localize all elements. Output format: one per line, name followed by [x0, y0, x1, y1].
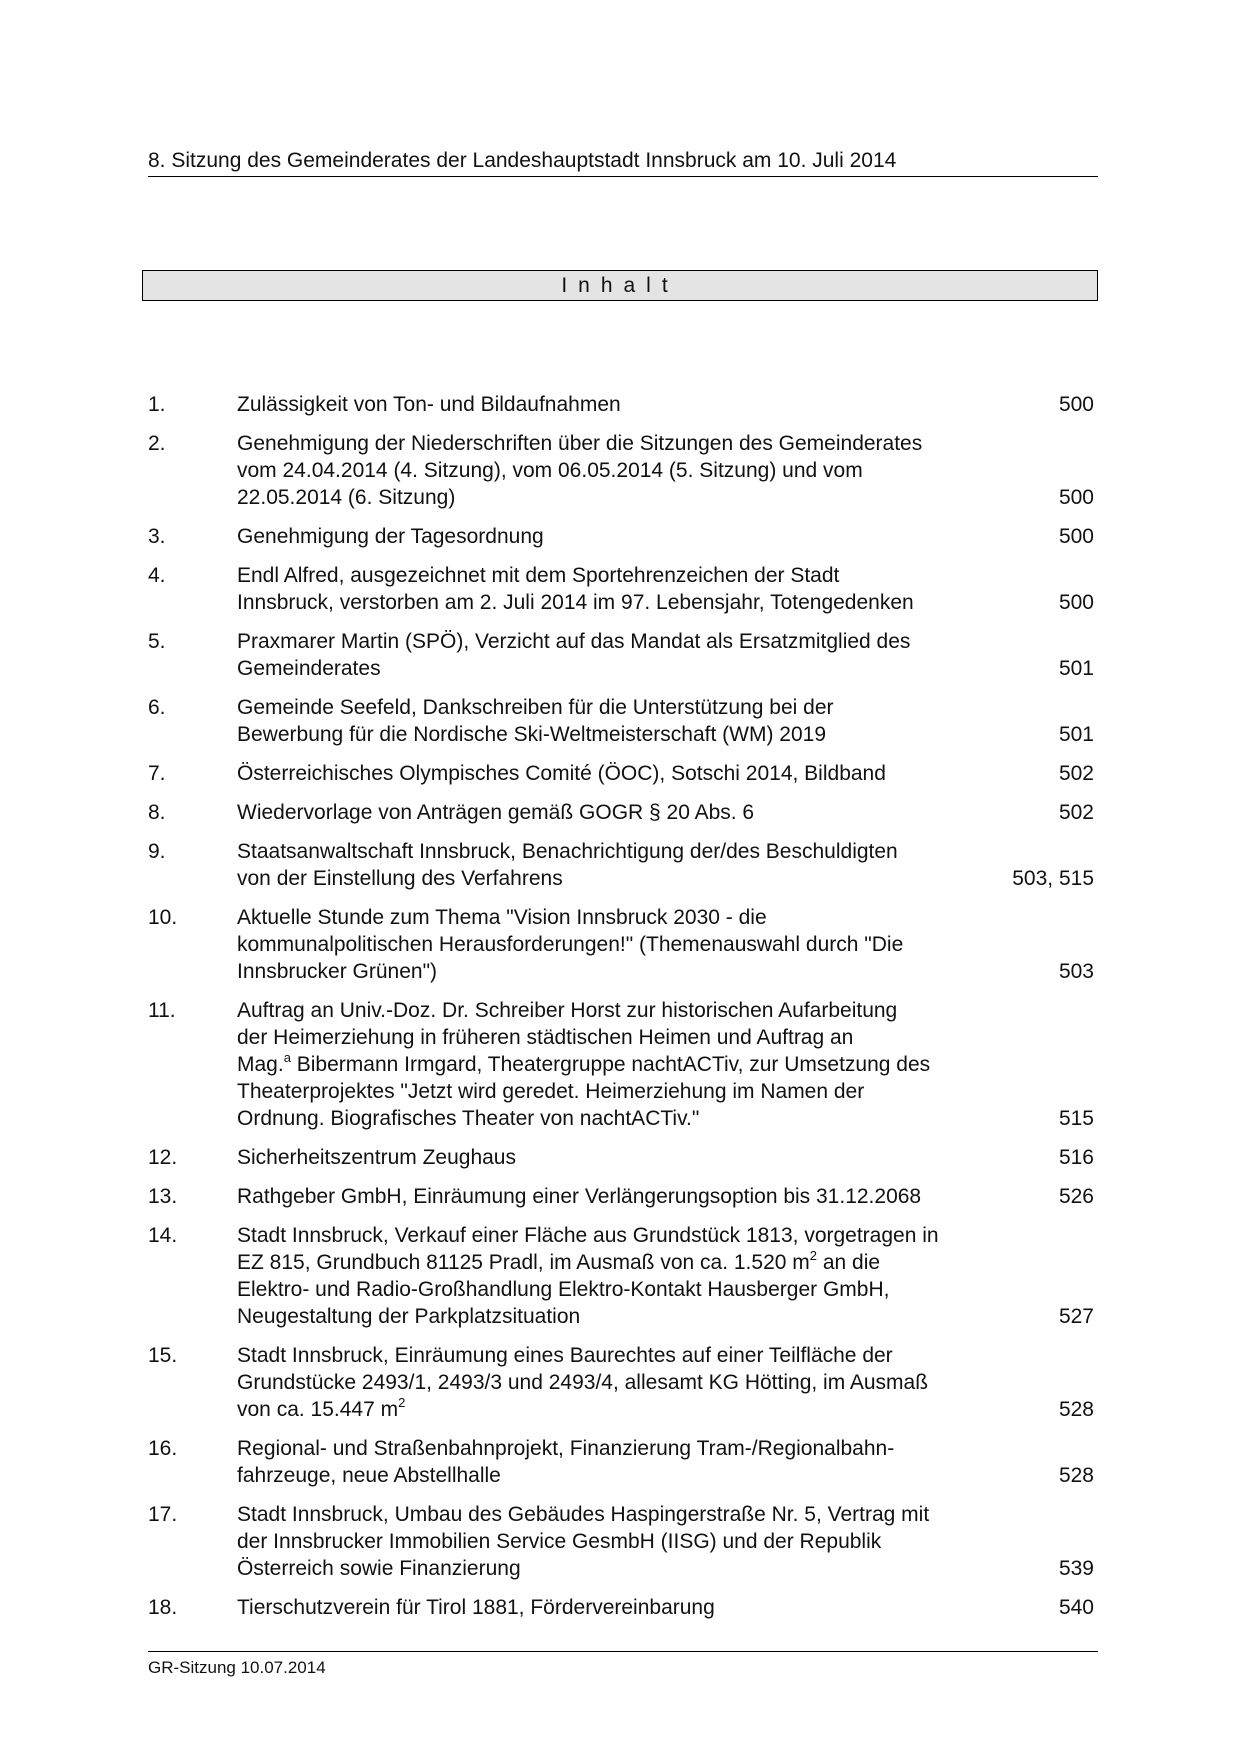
toc-entry-page: 500 — [1058, 591, 1094, 614]
toc-entry-line: Innsbruck, verstorben am 2. Juli 2014 im 97. Lebensjahr, Totengedenken — [237, 591, 914, 614]
toc-title: Inhalt — [142, 270, 1098, 301]
toc-entry-text — [237, 523, 985, 550]
toc-entry-text — [237, 760, 985, 787]
toc-entry-line: Grundstücke 2493/1, 2493/3 und 2493/4, allesamt KG Hötting, im Ausmaß — [237, 1371, 929, 1394]
toc-entry-text — [237, 430, 985, 511]
toc-entry-page: 528 — [1058, 1398, 1094, 1421]
toc-entry-line: Theaterprojektes "Jetzt wird geredet. Heimerziehung im Namen der — [237, 1080, 865, 1103]
toc-entry-text — [237, 1144, 985, 1171]
toc-entry-number: 3. — [148, 525, 166, 548]
toc-entry-line: Zulässigkeit von Ton- und Bildaufnahmen — [237, 393, 621, 416]
toc-entry-line: Wiedervorlage von Anträgen gemäß GOGR § 20 Abs. 6 — [237, 801, 755, 824]
toc-entry-page: 503 — [1058, 960, 1094, 983]
toc-entry-number: 7. — [148, 762, 166, 785]
toc-entry-line: Praxmarer Martin (SPÖ), Verzicht auf das Mandat als Ersatzmitglied des — [237, 630, 911, 653]
toc-entry-page: 502 — [1058, 801, 1094, 824]
toc-entry-line: fahrzeuge, neue Abstellhalle — [237, 1464, 501, 1487]
toc-entry-number: 11. — [148, 999, 176, 1022]
page-header: 8. Sitzung des Gemeinderates der Landeshauptstadt Innsbruck am 10. Juli 2014 — [148, 148, 1098, 177]
toc-entry-page: 500 — [1058, 393, 1094, 416]
toc-entry — [148, 628, 1098, 682]
toc-entry — [148, 430, 1098, 511]
toc-entry-text — [237, 799, 985, 826]
toc-entry-number: 4. — [148, 564, 166, 587]
toc-entry — [148, 562, 1098, 616]
toc-entry-text — [237, 1183, 985, 1210]
toc-entry-line: Gemeinde Seefeld, Dankschreiben für die Unterstützung bei der — [237, 696, 834, 719]
toc-entry — [148, 694, 1098, 748]
page-footer: GR-Sitzung 10.07.2014 — [148, 1651, 1098, 1678]
toc-entry-line: Stadt Innsbruck, Einräumung eines Baurechtes auf einer Teilfläche der — [237, 1344, 893, 1367]
toc-entry — [148, 1183, 1098, 1210]
toc-entry-number: 17. — [148, 1503, 178, 1526]
toc-entry-line: Sicherheitszentrum Zeughaus — [237, 1146, 516, 1169]
toc-entry-line: Österreichisches Olympisches Comité (ÖOC), Sotschi 2014, Bildband — [237, 762, 886, 785]
toc-entry-number: 10. — [148, 906, 178, 929]
toc-entry-text — [237, 562, 985, 616]
toc-entry-text — [237, 838, 985, 892]
toc-entry-line: Gemeinderates — [237, 657, 381, 680]
toc-entry-page: 515 — [1058, 1107, 1094, 1130]
toc-entry-line: Bewerbung für die Nordische Ski-Weltmeisterschaft (WM) 2019 — [237, 723, 826, 746]
toc-entry-text — [237, 1594, 985, 1621]
toc-entry-line: Stadt Innsbruck, Verkauf einer Fläche aus Grundstück 1813, vorgetragen in — [237, 1224, 939, 1247]
toc-entry-line: Österreich sowie Finanzierung — [237, 1557, 521, 1580]
toc-entry-page: 528 — [1058, 1464, 1094, 1487]
toc-entry-number: 5. — [148, 630, 166, 653]
toc-entry-text — [237, 1501, 985, 1582]
toc-entry-line: Endl Alfred, ausgezeichnet mit dem Sportehrenzeichen der Stadt — [237, 564, 840, 587]
toc-entry — [148, 997, 1098, 1132]
toc-entry-line: vom 24.04.2014 (4. Sitzung), vom 06.05.2014 (5. Sitzung) und vom — [237, 459, 863, 482]
toc-entry — [148, 1501, 1098, 1582]
toc-entry-line: der Innsbrucker Immobilien Service GesmbH (IISG) und der Republik — [237, 1530, 882, 1553]
toc-entry — [148, 1222, 1098, 1330]
toc-entry-line: Ordnung. Biografisches Theater von nachtACTiv." — [237, 1107, 700, 1130]
toc-entry-page: 503, 515 — [1012, 867, 1094, 890]
toc-entry-line: Elektro- und Radio-Großhandlung Elektro-Kontakt Hausberger GmbH, — [237, 1278, 890, 1301]
toc-entry-number: 6. — [148, 696, 166, 719]
toc-entry-page: 540 — [1058, 1596, 1094, 1619]
toc-entry-number: 8. — [148, 801, 166, 824]
toc-entry — [148, 391, 1098, 418]
toc-entry-text — [237, 1222, 985, 1330]
table-of-contents — [148, 391, 1098, 1633]
toc-entry-number: 2. — [148, 432, 166, 455]
toc-entry-line: Innsbrucker Grünen") — [237, 960, 438, 983]
toc-entry-line: Tierschutzverein für Tirol 1881, Fördervereinbarung — [237, 1596, 715, 1619]
toc-entry-line: von der Einstellung des Verfahrens — [237, 867, 563, 890]
toc-entry-line: Auftrag an Univ.-Doz. Dr. Schreiber Horst zur historischen Aufarbeitung — [237, 999, 898, 1022]
toc-entry-number: 15. — [148, 1344, 178, 1367]
toc-entry-text — [237, 694, 985, 748]
toc-entry-number: 14. — [148, 1224, 178, 1247]
toc-entry-line: Aktuelle Stunde zum Thema "Vision Innsbruck 2030 - die — [237, 906, 767, 929]
toc-entry-page: 539 — [1058, 1557, 1094, 1580]
toc-entry-page: 500 — [1058, 486, 1094, 509]
toc-entry-page: 501 — [1058, 723, 1094, 746]
toc-entry-number: 13. — [148, 1185, 178, 1208]
toc-entry-text — [237, 628, 985, 682]
toc-entry-page: 526 — [1058, 1185, 1094, 1208]
toc-entry-line: Neugestaltung der Parkplatzsituation — [237, 1305, 581, 1328]
toc-entry-page: 501 — [1058, 657, 1094, 680]
toc-entry-line: Staatsanwaltschaft Innsbruck, Benachrichtigung der/des Beschuldigten — [237, 840, 898, 863]
toc-entry-number: 9. — [148, 840, 166, 863]
toc-entry-line: der Heimerziehung in früheren städtischen Heimen und Auftrag an — [237, 1026, 854, 1049]
toc-entry-number: 16. — [148, 1437, 178, 1460]
toc-entry-line: Regional- und Straßenbahnprojekt, Finanzierung Tram-/Regionalbahn- — [237, 1437, 895, 1460]
toc-entry-line: von ca. 15.447 $m^2$ — [237, 1395, 406, 1421]
toc-entry-line: Mag.$^a$ Bibermann Irmgard, Theatergruppe nachtACTiv, zur Umsetzung des — [237, 1050, 931, 1076]
toc-entry — [148, 760, 1098, 787]
toc-entry — [148, 1144, 1098, 1171]
toc-entry — [148, 1342, 1098, 1423]
toc-entry — [148, 799, 1098, 826]
toc-entry-number: 12. — [148, 1146, 178, 1169]
toc-entry-page: 500 — [1058, 525, 1094, 548]
toc-entry-line: Stadt Innsbruck, Umbau des Gebäudes Haspingerstraße Nr. 5, Vertrag mit — [237, 1503, 930, 1526]
toc-entry-line: EZ 815, Grundbuch 81125 Pradl, im Ausmaß von ca. 1.520 $m^2$ an die — [237, 1248, 881, 1274]
toc-entry — [148, 838, 1098, 892]
toc-entry-line: Genehmigung der Tagesordnung — [237, 525, 544, 548]
toc-entry-line: kommunalpolitischen Herausforderungen!" (Themenauswahl durch "Die — [237, 933, 904, 956]
toc-entry-text — [237, 391, 985, 418]
toc-entry-text — [237, 1342, 985, 1423]
toc-entry-number: 1. — [148, 393, 166, 416]
toc-entry-text — [237, 1435, 985, 1489]
toc-entry — [148, 904, 1098, 985]
toc-entry-line: 22.05.2014 (6. Sitzung) — [237, 486, 456, 509]
toc-entry-page: 527 — [1058, 1305, 1094, 1328]
toc-entry — [148, 1435, 1098, 1489]
toc-entry — [148, 1594, 1098, 1621]
toc-entry-page: 516 — [1058, 1146, 1094, 1169]
toc-entry — [148, 523, 1098, 550]
toc-entry-line: Genehmigung der Niederschriften über die Sitzungen des Gemeinderates — [237, 432, 923, 455]
toc-entry-text — [237, 904, 985, 985]
toc-entry-line: Rathgeber GmbH, Einräumung einer Verlängerungsoption bis 31.12.2068 — [237, 1185, 922, 1208]
toc-entry-page: 502 — [1058, 762, 1094, 785]
toc-entry-text — [237, 997, 985, 1132]
toc-entry-number: 18. — [148, 1596, 178, 1619]
